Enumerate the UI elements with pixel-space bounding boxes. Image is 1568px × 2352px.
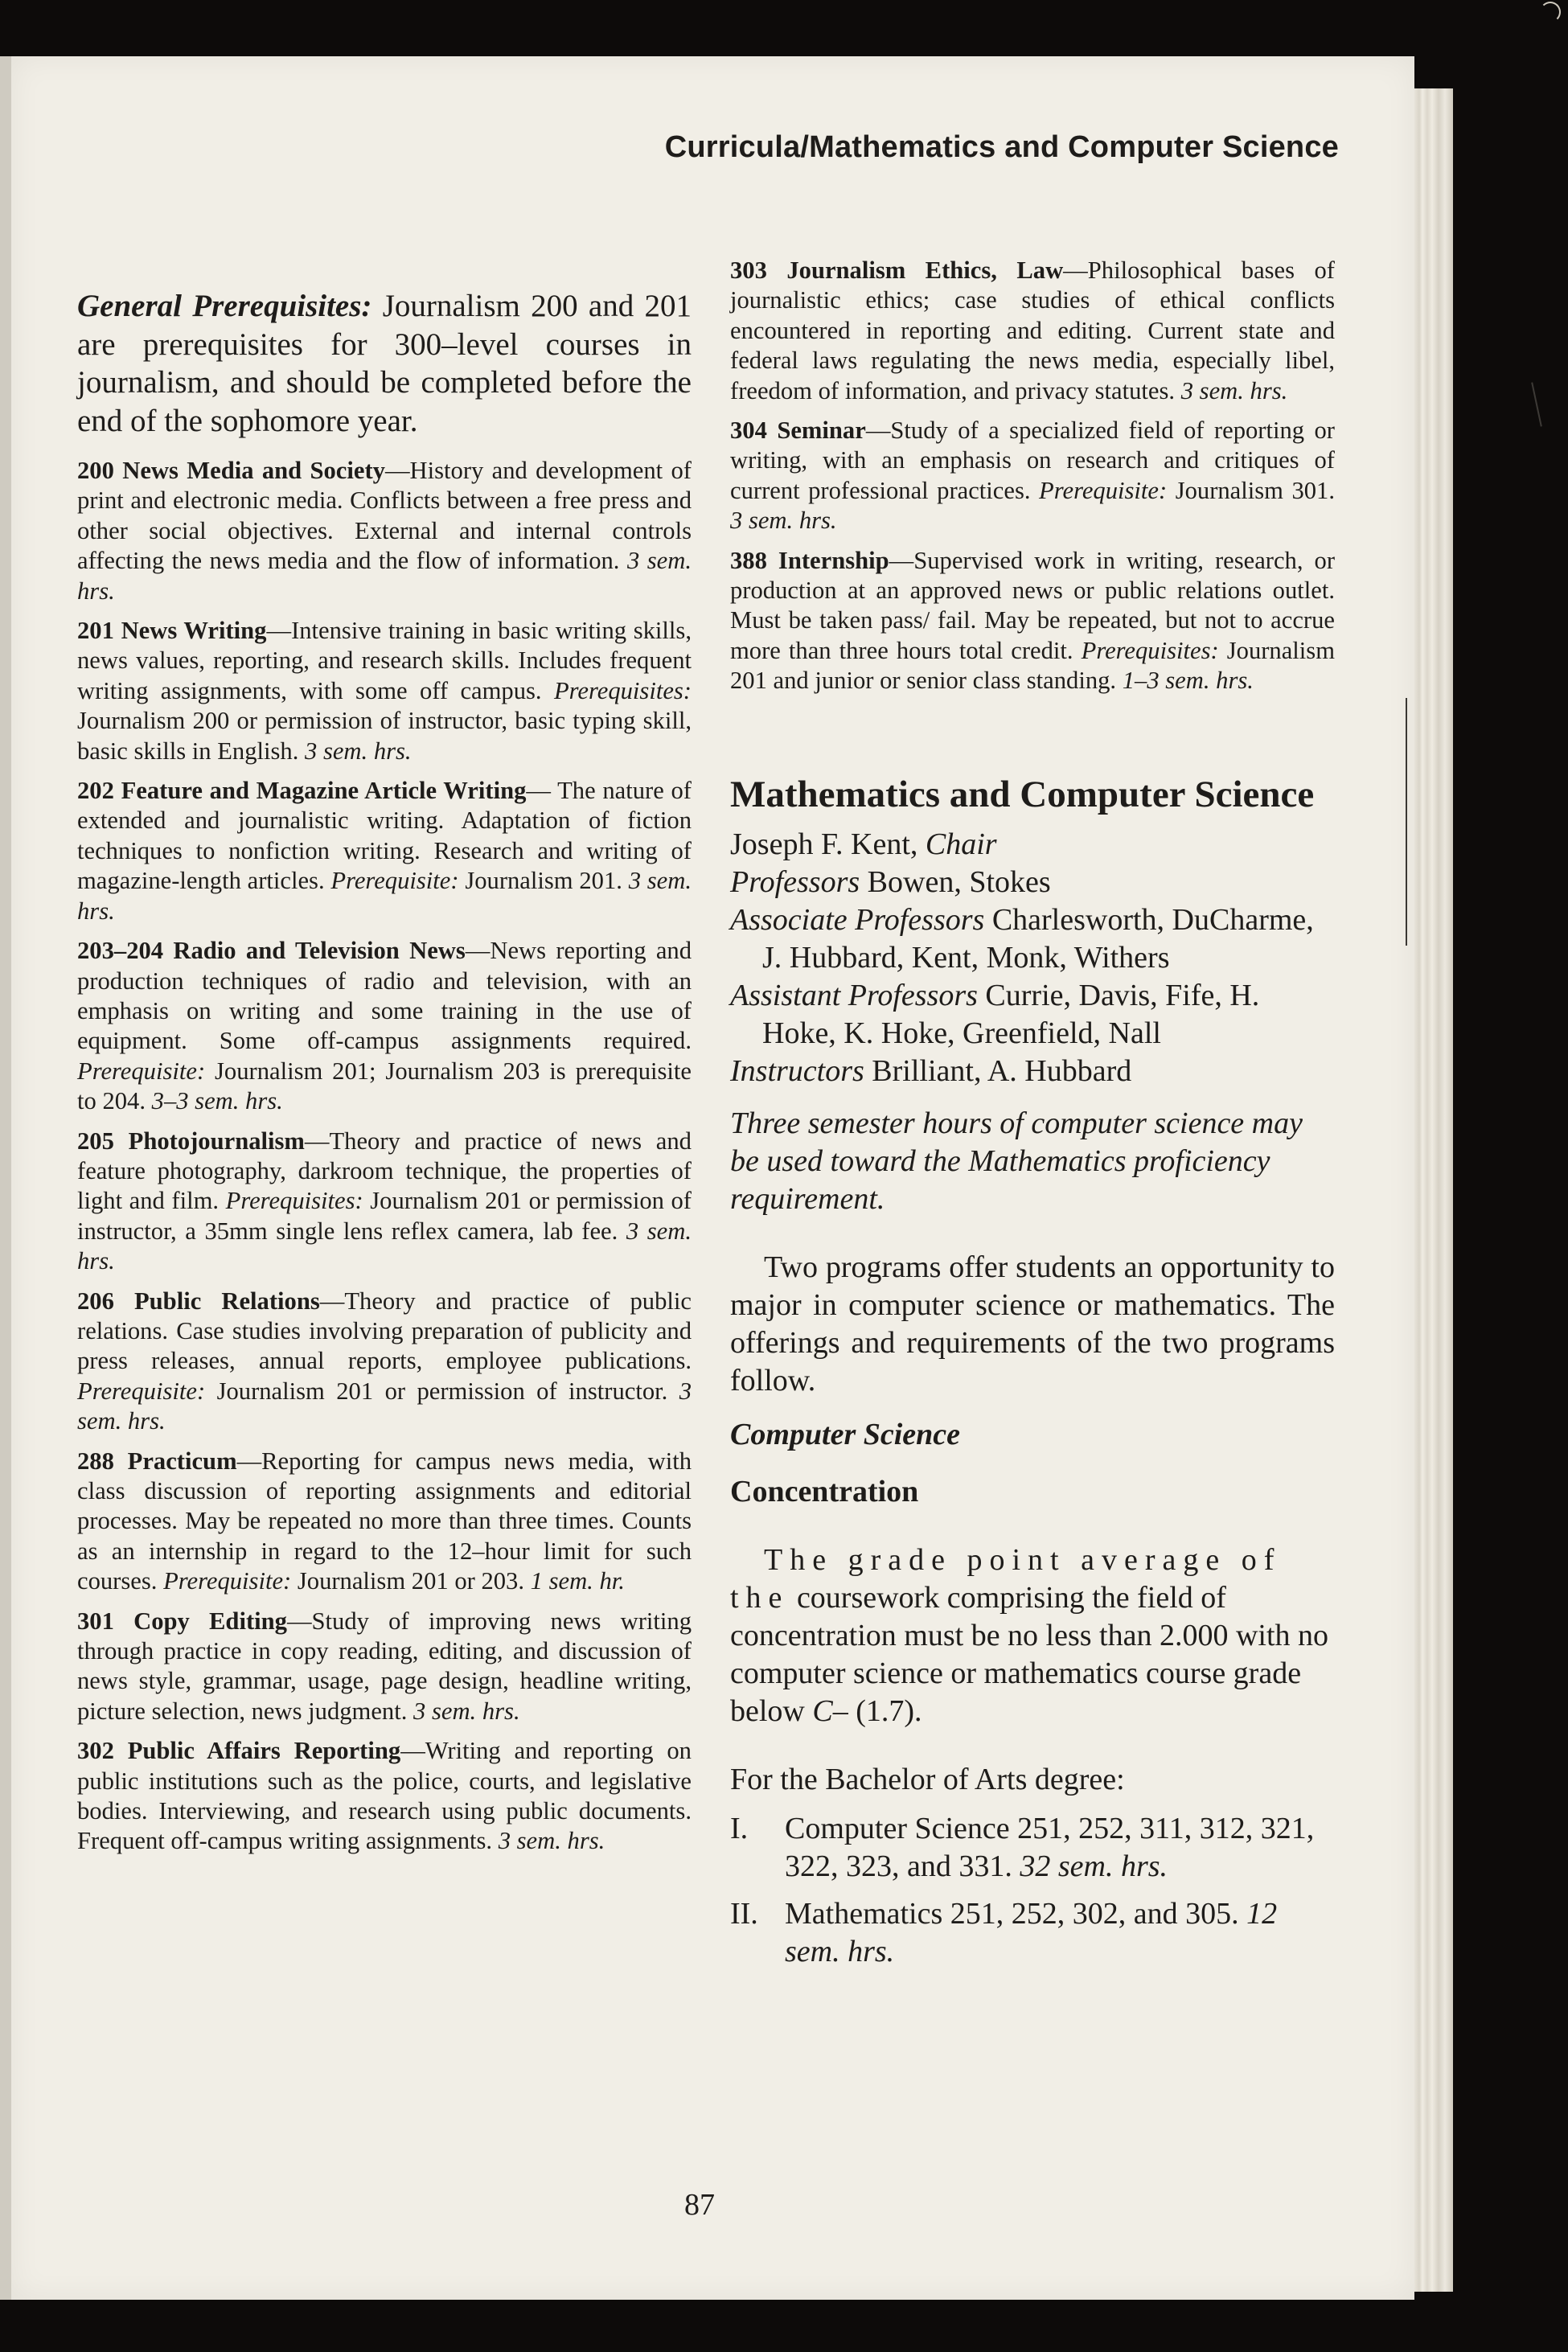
course-title: Radio and Television News [173, 937, 466, 965]
course-entry [77, 776, 692, 926]
course-credits: 3 sem. hrs. [77, 1217, 692, 1275]
concentration-heading: Concentration [730, 1474, 919, 1508]
faculty-associate [730, 901, 1335, 977]
course-entry [730, 256, 1335, 406]
course-code: 206 [77, 1287, 114, 1315]
requirement-item [730, 1810, 1335, 1886]
course-code: 201 [77, 617, 114, 645]
course-entry [730, 546, 1335, 696]
course-description: —Intensive training in basic writing skills, news values, reporting, and research skills. Includes frequent writing assignments, with some off campus. [77, 617, 692, 704]
chair-role: Chair [925, 827, 997, 861]
course-code: 302 [77, 1737, 114, 1765]
page-edges [1414, 88, 1453, 2292]
course-credits: 3 sem. hrs. [498, 1827, 605, 1855]
course-code: 288 [77, 1447, 114, 1475]
prerequisite-text: Journalism 200 or permission of instructor, basic typing skill, basic skills in English. [77, 707, 692, 765]
instructors-label: Instructors [730, 1053, 864, 1088]
course-entry [77, 1287, 692, 1437]
course-credits: 3–3 sem. hrs. [151, 1087, 283, 1115]
course-credits: 1 sem. hr. [530, 1567, 625, 1595]
course-credits: 3 sem. hrs. [77, 1377, 692, 1435]
course-credits: 3 sem. hrs. [77, 867, 692, 925]
course-description: —Study of a specialized field of reporting or writing, with an emphasis on research and critiques of current professional practices. [730, 417, 1335, 504]
running-head: Curricula/Mathematics and Computer Science [664, 130, 1339, 164]
faculty-professors [730, 864, 1335, 901]
general-prerequisites [77, 287, 692, 440]
course-description: —Writing and reporting on public institutions such as the police, courts, and legislative bodies. Interviewing, and research using public documents. Frequent off-campus writing assignments. [77, 1737, 692, 1855]
course-credits: 3 sem. hrs. [77, 547, 692, 605]
prerequisite-text: Journalism 201; Journalism 203 is prerequisite to 204. [77, 1057, 692, 1115]
course-code: 202 [77, 777, 114, 805]
prerequisite-label: Prerequisites: [553, 676, 692, 704]
assistant-label: Assistant Professors [730, 978, 978, 1012]
course-entry [77, 1127, 692, 1277]
requirement-text: Mathematics 251, 252, 302, and 305. [785, 1896, 1247, 1931]
computer-science-heading: Computer Science [730, 1417, 961, 1451]
course-entry [77, 1736, 692, 1857]
course-code: 301 [77, 1607, 114, 1635]
course-title: Photojournalism [128, 1127, 305, 1155]
requirement-number: II. [730, 1896, 758, 1931]
course-code: 303 [730, 257, 767, 284]
prerequisite-text: Journalism 201 or 203. [291, 1567, 531, 1595]
course-code: 304 [730, 417, 767, 445]
prerequisite-label: Prerequisites: [225, 1187, 363, 1215]
requirements-list [730, 1810, 1335, 1971]
margin-rule [1406, 698, 1407, 946]
course-entry [77, 456, 692, 606]
assistant-names: Currie, Davis, Fife, H. Hoke, K. Hoke, Greenfield, Nall [762, 978, 1260, 1050]
binding-gutter [0, 56, 11, 2300]
chair-name: Joseph F. Kent, [730, 827, 918, 861]
course-title: Public Affairs Reporting [127, 1737, 401, 1765]
prerequisite-label: Prerequisite: [1039, 476, 1168, 504]
course-entry [77, 616, 692, 766]
course-credits: 1–3 sem. hrs. [1122, 667, 1254, 695]
prerequisite-label: Prerequisite: [163, 1567, 292, 1595]
course-title: Seminar [777, 417, 866, 445]
general-prerequisites-text: Journalism 200 and 201 are prerequisites for 300–level courses in journalism, and should be completed before the end of the sophomore year. [77, 289, 692, 438]
section-title: Mathematics and Computer Science [730, 773, 1315, 815]
professors-label: Professors [730, 864, 860, 899]
professors-names: Bowen, Stokes [867, 864, 1051, 899]
course-description: — The nature of extended and journalistic writing. Adaptation of fiction techniques to nonfiction writing. Research and writing of magazine-length articles. [77, 777, 692, 895]
course-title: Copy Editing [133, 1607, 287, 1635]
left-course-list [77, 456, 692, 1857]
right-course-list [730, 256, 1335, 696]
prerequisite-label: Prerequisite: [77, 1377, 206, 1405]
course-code: 200 [77, 457, 114, 484]
course-credits: 3 sem. hrs. [305, 737, 412, 765]
requirement-item [730, 1895, 1335, 1971]
associate-label: Associate Professors [730, 902, 985, 937]
concentration-text-start: The grade point average of the [730, 1542, 1282, 1615]
course-code: 205 [77, 1127, 114, 1155]
course-code: 203–204 [77, 937, 164, 965]
corner-mark [1540, 2, 1561, 23]
right-column [730, 256, 1335, 1981]
course-description: —Theory and practice of public relations. Case studies involving preparation of publicity and press releases, annual reports, employee publications. [77, 1287, 692, 1375]
prerequisite-text: Journalism 201 and junior or senior class standing. [730, 636, 1336, 695]
concentration-text [730, 1541, 1335, 1730]
course-description: —Reporting for campus news media, with class discussion of reporting assignments and editorial processes. May be repeated no more than three times. Counts as an internship in regard to the 12–hour limit for such courses. [77, 1447, 692, 1595]
course-description: —News reporting and production techniques of radio and television, with an emphasis on writing and some training in the use of equipment. Some off-campus assignments required. [77, 937, 692, 1055]
requirement-body [785, 1810, 1335, 1886]
course-description: —Study of improving news writing through practice in copy reading, editing, and discussion of news style, grammar, usage, page design, headline writing, picture selection, news judgment. [77, 1607, 692, 1725]
prerequisite-label: Prerequisite: [330, 867, 459, 895]
requirement-body [785, 1895, 1335, 1971]
course-description: —Philosophical bases of journalistic ethics; case studies of ethical conflicts encountered in reporting and editing. Current state and federal laws regulating the news media, especially libel, freedom of information, and privacy statutes. [730, 257, 1335, 404]
course-title: Practicum [127, 1447, 237, 1475]
faculty-instructors [730, 1053, 1335, 1090]
requirement-number: I. [730, 1811, 749, 1845]
prerequisite-text: Journalism 201 or permission of instructor, a 35mm single lens reflex camera, lab fee. [77, 1187, 692, 1245]
faculty-list [730, 826, 1335, 1090]
pencil-mark [1531, 382, 1542, 426]
course-entry [77, 1447, 692, 1597]
course-title: Feature and Magazine Article Writing [121, 777, 527, 805]
concentration-text-rest: coursework comprising the field of concentration must be no less than 2.000 with no computer science or mathematics course grade below [730, 1580, 1329, 1728]
requirement-hours: 12 sem. hrs. [785, 1896, 1278, 1968]
proficiency-note: Three semester hours of computer science may be used toward the Mathematics proficiency requirement. [730, 1106, 1303, 1216]
prerequisite-label: Prerequisite: [77, 1057, 206, 1085]
requirement-hours: 32 sem. hrs. [1020, 1849, 1168, 1883]
page-number: 87 [684, 2188, 715, 2222]
course-title: Public Relations [133, 1287, 320, 1315]
course-credits: 3 sem. hrs. [730, 507, 837, 535]
prerequisite-text: Journalism 201 or permission of instructor. [205, 1377, 679, 1405]
course-entry [77, 936, 692, 1116]
course-title: News Media and Society [122, 457, 385, 484]
course-title: News Writing [121, 617, 267, 645]
ba-degree-intro: For the Bachelor of Arts degree: [730, 1762, 1125, 1796]
course-description: —History and development of print and electronic media. Conflicts between a free press and other social objectives. External and internal controls affecting the news media and the flow of information. [77, 457, 692, 575]
programs-intro: Two programs offer students an opportunity to major in computer science or mathematics. The offerings and requirements of the two programs follow. [730, 1250, 1335, 1398]
prerequisite-text: Journalism 201. [458, 867, 629, 895]
course-entry [77, 1607, 692, 1727]
course-description: —Supervised work in writing, research, or production at an approved news or public relations outlet. Must be taken pass/ fail. May be repeated, but not to accrue more than three hours total credit. [730, 546, 1336, 664]
course-description: —Theory and practice of news and feature photography, darkroom technique, the properties of light and film. [77, 1127, 692, 1215]
course-code: 388 [730, 546, 767, 574]
prerequisite-text: Journalism 301. [1167, 476, 1335, 504]
course-title: Journalism Ethics, Law [786, 257, 1064, 284]
minimum-grade: C– [812, 1693, 848, 1728]
course-entry [730, 416, 1335, 536]
associate-names: Charlesworth, DuCharme, J. Hubbard, Kent, Monk, Withers [762, 902, 1314, 975]
concentration-text-end: (1.7). [848, 1693, 922, 1728]
faculty-chair [730, 826, 1335, 864]
course-credits: 3 sem. hrs. [413, 1697, 520, 1725]
faculty-assistant [730, 977, 1335, 1053]
instructors-names: Brilliant, A. Hubbard [872, 1053, 1132, 1088]
course-title: Internship [778, 546, 889, 574]
general-prerequisites-label: General Prerequisites: [77, 289, 372, 323]
left-column [77, 256, 692, 1866]
course-credits: 3 sem. hrs. [1180, 376, 1288, 404]
prerequisite-label: Prerequisites: [1081, 636, 1219, 664]
requirement-text: Computer Science 251, 252, 311, 312, 321, 322, 323, and 331. [785, 1811, 1315, 1883]
